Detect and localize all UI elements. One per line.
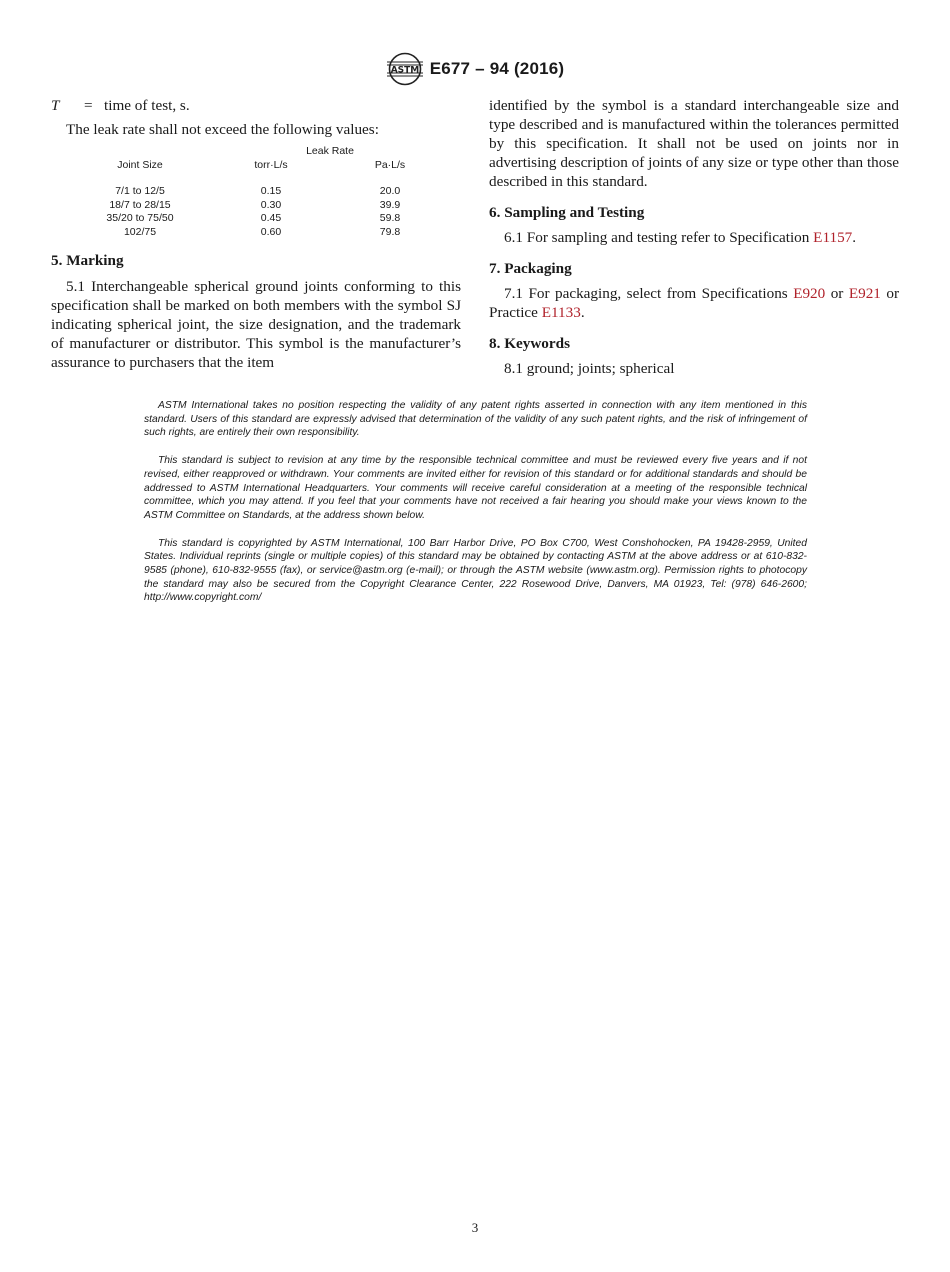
page-number: 3 <box>471 1220 479 1235</box>
table-cell-torr: 0.60 <box>260 225 282 238</box>
leak-rate-table <box>69 145 449 239</box>
variable-description: time of test, s. <box>104 97 190 114</box>
revision-notice: This standard is subject to revision at any time by the responsible technical committee and must be reviewed every five years and if not revised, either reapproved or withdrawn. Your comments are invited either for revision of this standard or for additional standards and should be addressed to ASTM International Headquarters. Your comments will receive careful consideration at a meeting of the responsible technical committee, which you may attend. If you feel that your comments have not received a fair hearing you should make your views known to the ASTM Committee on Standards, at the address shown below. <box>144 455 807 521</box>
copyright-notice: This standard is copyrighted by ASTM International, 100 Barr Harbor Drive, PO Box C700, West Conshohocken, PA 19428-2959, United States. Individual reprints (single or multiple copies) of this standard may be obtained by contacting ASTM at the above address or at 610-832-9585 (phone), 610-832-9555 (fax), or service@astm.org (e-mail); or through the ASTM website (www.astm.org). Permission rights to photocopy the standard may also be secured from the Copyright Clearance Center, 222 Rosewood Drive, Danvers, MA 01923, Tel: (978) 646-2600; http://www.copyright.com/ <box>144 537 807 604</box>
section-8-1-text: 8.1 ground; joints; spherical <box>504 360 675 377</box>
table-cell-size: 18/7 to 28/15 <box>109 198 171 211</box>
link-e1133[interactable]: E1133 <box>541 304 581 321</box>
section-5-heading: 5. Marking <box>51 252 124 269</box>
table-cell-pa: 20.0 <box>379 185 401 197</box>
section-7-heading: 7. Packaging <box>489 260 572 277</box>
table-cell-size: 7/1 to 12/5 <box>115 185 165 197</box>
table-row <box>69 226 449 240</box>
table-cell-pa: 79.8 <box>379 225 401 238</box>
table-cell-size: 102/75 <box>123 225 157 238</box>
document-designation: E677 – 94 (2016) <box>429 59 565 78</box>
table-cell-size: 35/20 to 75/50 <box>106 212 174 224</box>
table-cell-torr: 0.30 <box>260 198 282 211</box>
marking-continuation: identified by the symbol is a standard interchangeable size and type described and is manufactured within the tolerances permitted by this specification. It shall not be used on joints nor in advertising description of joints of any size or type other than those described in this standard. <box>489 97 899 190</box>
table-cell-torr: 0.45 <box>260 212 282 224</box>
table-cell-torr: 0.15 <box>260 185 282 197</box>
table-row <box>69 199 449 213</box>
section-6-1-text: 6.1 For sampling and testing refer to Specification E1157. <box>504 229 857 246</box>
page-header <box>0 52 950 86</box>
link-e921[interactable]: E921 <box>848 285 881 302</box>
table-row <box>69 212 449 226</box>
link-e920[interactable]: E920 <box>793 285 826 302</box>
section-6-heading: 6. Sampling and Testing <box>489 204 645 221</box>
table-row <box>69 185 449 199</box>
table-header-joint-size: Joint Size <box>117 158 163 171</box>
section-5-1-text: 5.1 Interchangeable spherical ground joints conforming to this specification shall be marked on both members with the symbol SJ indicating spherical joint, the size designation, and the trademark of manufacturer or distributor. This symbol is the manufacturer’s assurance to purchasers that the item <box>51 278 461 371</box>
link-e1157[interactable]: E1157 <box>813 229 853 246</box>
left-column <box>51 96 461 372</box>
table-cell-pa: 59.8 <box>379 212 401 224</box>
section-7-1-text: 7.1 For packaging, select from Specifications E920 or E921 or Practice E1133. <box>489 285 900 321</box>
table-header-torr: torr·L/s <box>254 158 288 171</box>
table-cell-pa: 39.9 <box>379 198 401 211</box>
astm-logo-icon <box>386 52 424 86</box>
logo-text: ASTM <box>390 65 419 76</box>
table-header-pa: Pa·L/s <box>374 158 406 171</box>
variable-definition <box>51 96 461 115</box>
variable-symbol: T <box>51 97 60 114</box>
leak-rate-intro: The leak rate shall not exceed the following values: <box>66 121 379 138</box>
section-8-heading: 8. Keywords <box>489 335 570 352</box>
patent-notice: ASTM International takes no position respecting the validity of any patent rights asserted in connection with any item mentioned in this standard. Users of this standard are expressly advised that determination of the validity of any such patent rights, and the risk of infringement of such rights, are entirely their own responsibility. <box>144 400 807 439</box>
variable-equals: = <box>84 97 93 114</box>
right-column <box>489 96 899 378</box>
table-group-header: Leak Rate <box>306 145 354 157</box>
astm-notices <box>144 399 807 605</box>
